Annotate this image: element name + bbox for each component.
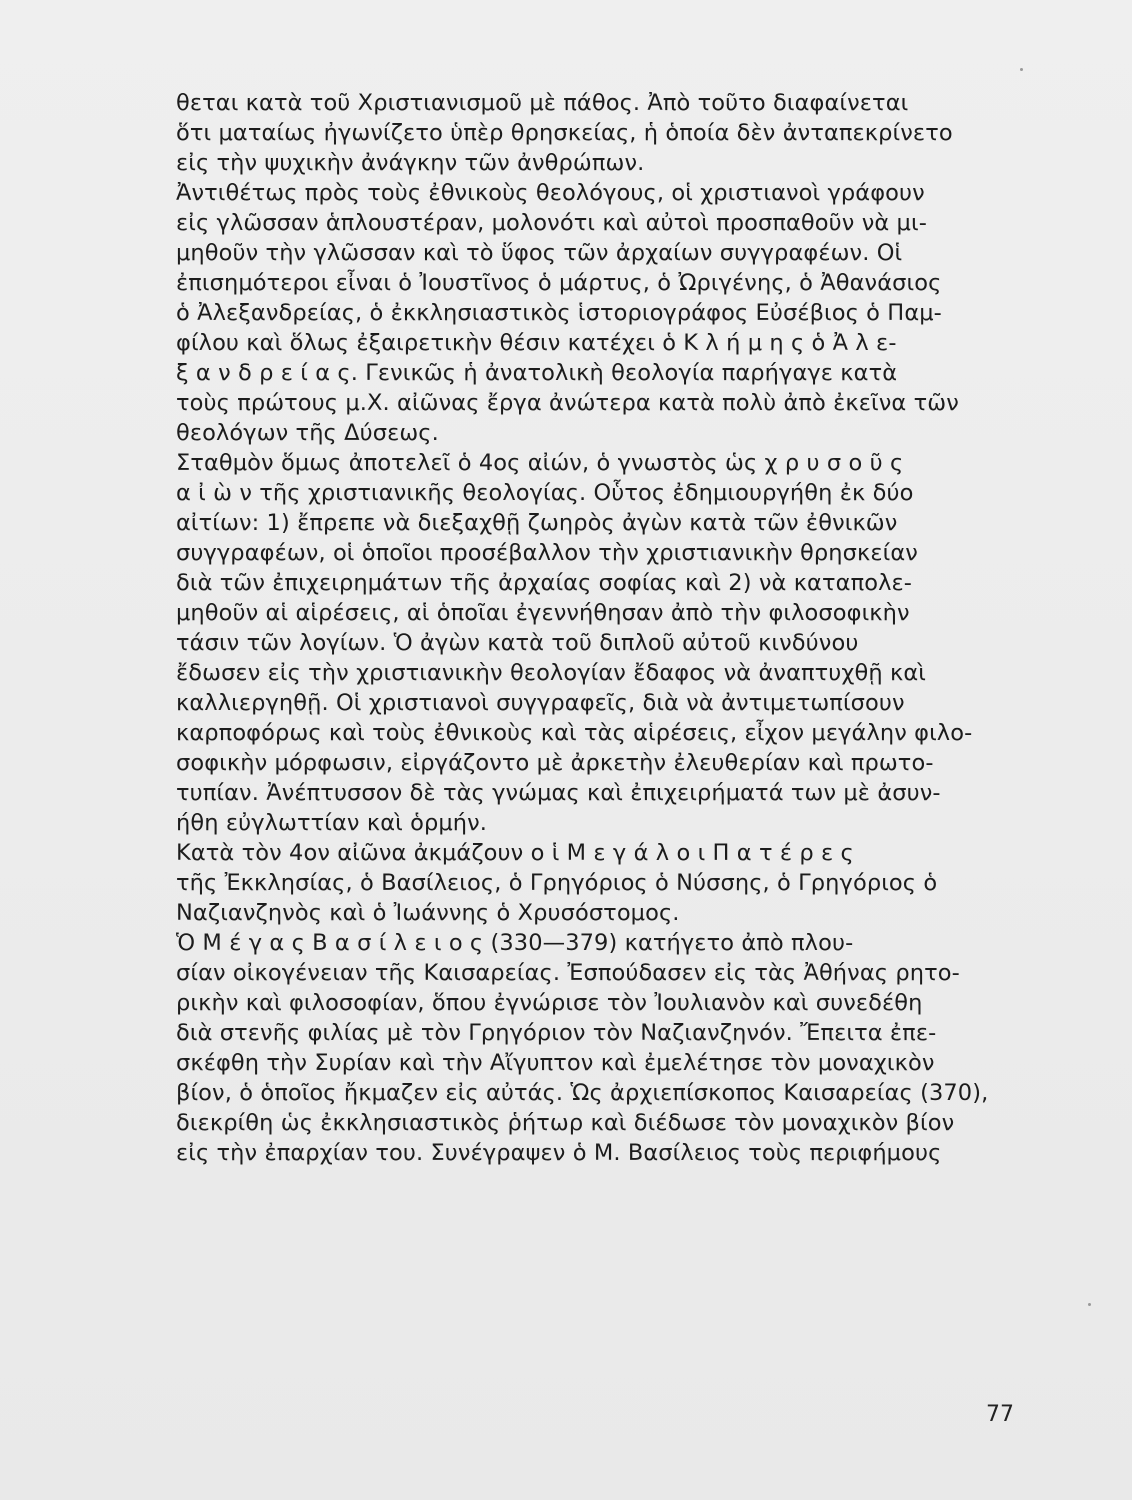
text-line: τοὺς πρώτους μ.Χ. αἰῶνας ἔργα ἀνώτερα κατὰ πολὺ ἀπὸ ἐκεῖνα τῶν: [176, 390, 959, 416]
text-line: ρικὴν καὶ φιλοσοφίαν, ὅπου ἐγνώρισε τὸν Ἰουλιανὸν καὶ συνεδέθη: [176, 990, 923, 1016]
text-line: Σταθμὸν ὅμως ἀποτελεῖ ὁ 4ος αἰών, ὁ γνωστὸς ὡς χ ρ υ σ ο ῦ ς: [176, 450, 904, 476]
text-line: ὁ Ἀλεξανδρείας, ὁ ἐκκλησιαστικὸς ἱστοριογράφος Εὐσέβιος ὁ Παμ-: [176, 300, 942, 326]
text-line: ἔδωσεν εἰς τὴν χριστιανικὴν θεολογίαν ἔδαφος νὰ ἀναπτυχθῇ καὶ: [176, 660, 926, 686]
text-line: ξ α ν δ ρ ε ί α ς. Γενικῶς ἡ ἀνατολικὴ θεολογία παρήγαγε κατὰ: [176, 360, 898, 386]
text-line: ὅτι ματαίως ἠγωνίζετο ὑπὲρ θρησκείας, ἡ ὁποία δὲν ἀνταπεκρίνετο: [176, 120, 953, 146]
text-line: θεολόγων τῆς Δύσεως.: [176, 420, 439, 446]
text-line: εἰς τὴν ἐπαρχίαν του. Συνέγραψεν ὁ Μ. Βασίλειος τοὺς περιφήμους: [176, 1140, 942, 1166]
text-line: α ἰ ὼ ν τῆς χριστιανικῆς θεολογίας. Οὗτος ἐδημιουργήθη ἐκ δύο: [176, 480, 914, 506]
scan-speck: [1020, 68, 1023, 71]
text-line: καλλιεργηθῇ. Οἱ χριστιανοὶ συγγραφεῖς, διὰ νὰ ἀντιμετωπίσουν: [176, 690, 905, 716]
text-line: τῆς Ἐκκλησίας, ὁ Βασίλειος, ὁ Γρηγόριος ὁ Νύσσης, ὁ Γρηγόριος ὁ: [176, 870, 938, 896]
text-line: σίαν οἰκογένειαν τῆς Καισαρείας. Ἐσπούδασεν εἰς τὰς Ἀθήνας ρητο-: [176, 960, 960, 986]
text-line: θεται κατὰ τοῦ Χριστιανισμοῦ μὲ πάθος. Ἀπὸ τοῦτο διαφαίνεται: [176, 90, 909, 116]
text-line: αἰτίων: 1) ἔπρεπε νὰ διεξαχθῇ ζωηρὸς ἀγὼν κατὰ τῶν ἐθνικῶν: [176, 510, 898, 536]
text-line: διὰ τῶν ἐπιχειρημάτων τῆς ἀρχαίας σοφίας καὶ 2) νὰ καταπολε-: [176, 570, 912, 596]
text-line: Κατὰ τὸν 4ον αἰῶνα ἀκμάζουν ο ἱ Μ ε γ ά λ ο ι Π α τ έ ρ ε ς: [176, 840, 854, 866]
text-line: συγγραφέων, οἱ ὁποῖοι προσέβαλλον τὴν χριστιανικὴν θρησκείαν: [176, 540, 918, 566]
text-line: ήθη εὐγλωττίαν καὶ ὁρμήν.: [176, 810, 488, 836]
scan-speck: [1088, 1303, 1091, 1306]
text-line: καρποφόρως καὶ τοὺς ἐθνικοὺς καὶ τὰς αἱρέσεις, εἶχον μεγάλην φιλο-: [176, 720, 973, 746]
text-line: Ἀντιθέτως πρὸς τοὺς ἐθνικοὺς θεολόγους, οἱ χριστιανοὶ γράφουν: [176, 180, 925, 206]
body-text: [176, 88, 1036, 1168]
text-line: Ναζιανζηνὸς καὶ ὁ Ἰωάννης ὁ Χρυσόστομος.: [176, 900, 680, 926]
text-line: διεκρίθη ὡς ἐκκλησιαστικὸς ῥήτωρ καὶ διέδωσε τὸν μοναχικὸν βίον: [176, 1110, 955, 1136]
text-line: μηθοῦν αἱ αἱρέσεις, αἱ ὁποῖαι ἐγεννήθησαν ἀπὸ τὴν φιλοσοφικὴν: [176, 600, 910, 626]
text-line: τάσιν τῶν λογίων. Ὁ ἀγὼν κατὰ τοῦ διπλοῦ αὐτοῦ κινδύνου: [176, 630, 859, 656]
text-line: σοφικὴν μόρφωσιν, εἰργάζοντο μὲ ἀρκετὴν ἐλευθερίαν καὶ πρωτο-: [176, 750, 934, 776]
text-line: Ὁ Μ έ γ α ς Β α σ ί λ ε ι ο ς (330—379) κατήγετο ἀπὸ πλου-: [176, 930, 854, 956]
text-line: τυπίαν. Ἀνέπτυσσον δὲ τὰς γνώμας καὶ ἐπιχειρήματά των μὲ ἀσυν-: [176, 780, 941, 806]
text-line: εἰς τὴν ψυχικὴν ἀνάγκην τῶν ἀνθρώπων.: [176, 150, 645, 176]
text-line: βίον, ὁ ὁποῖος ἤκμαζεν εἰς αὐτάς. Ὡς ἀρχιεπίσκοπος Καισαρείας (370),: [176, 1080, 989, 1106]
text-line: σκέφθη τὴν Συρίαν καὶ τὴν Αἴγυπτον καὶ ἐμελέτησε τὸν μοναχικὸν: [176, 1050, 935, 1076]
text-line: εἰς γλῶσσαν ἁπλουστέραν, μολονότι καὶ αὐτοὶ προσπαθοῦν νὰ μι-: [176, 210, 927, 236]
page-number: 77: [986, 1402, 1014, 1427]
text-line: ἐπισημότεροι εἶναι ὁ Ἰουστῖνος ὁ μάρτυς, ὁ Ὠριγένης, ὁ Ἀθανάσιος: [176, 270, 942, 296]
text-line: φίλου καὶ ὅλως ἐξαιρετικὴν θέσιν κατέχει ὁ Κ λ ή μ η ς ὁ Ἀ λ ε-: [176, 330, 897, 356]
text-line: μηθοῦν τὴν γλῶσσαν καὶ τὸ ὕφος τῶν ἀρχαίων συγγραφέων. Οἱ: [176, 240, 903, 266]
text-line: διὰ στενῆς φιλίας μὲ τὸν Γρηγόριον τὸν Ναζιανζηνόν. Ἔπειτα ἐπε-: [176, 1020, 937, 1046]
